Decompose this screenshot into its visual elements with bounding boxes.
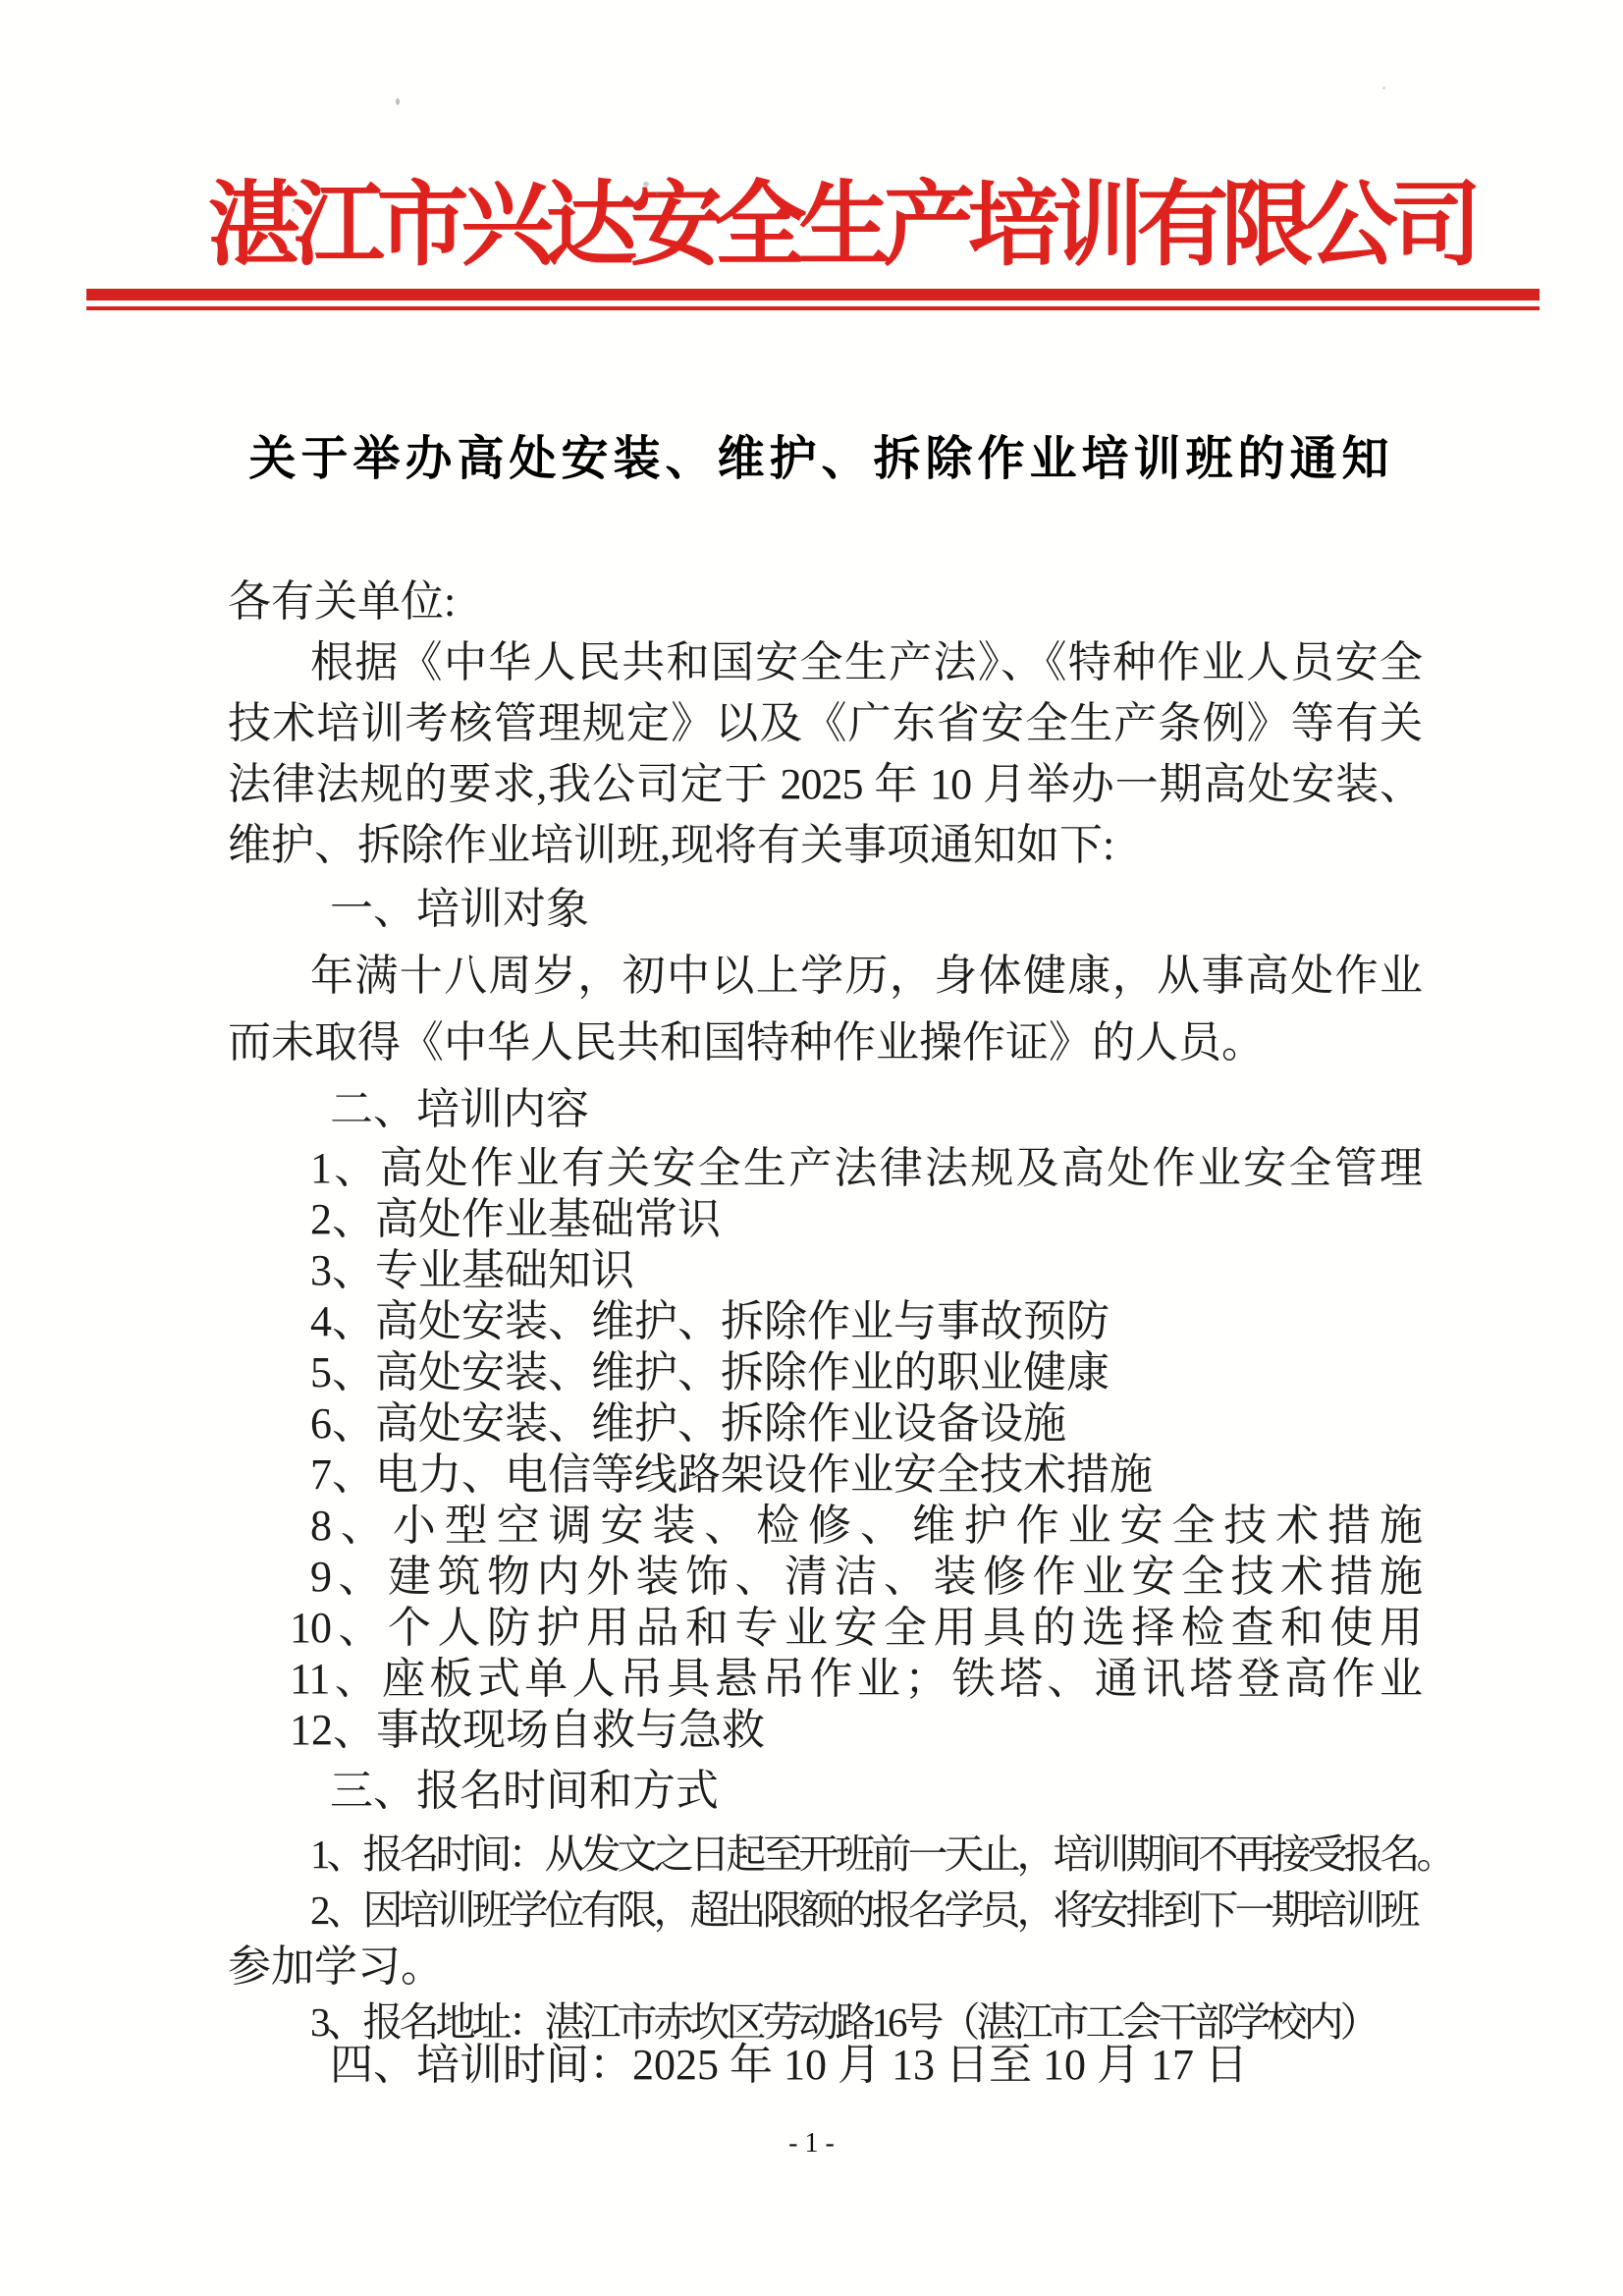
list-item-9: 9、建筑物内外装饰、清洁、装修作业安全技术措施 [310, 1553, 1422, 1601]
list-item-2: 2、高处作业基础常识 [310, 1195, 721, 1243]
list-item-1: 1、高处作业有关安全生产法律法规及高处作业安全管理 [310, 1144, 1422, 1192]
list-item-4: 4、高处安装、维护、拆除作业与事故预防 [310, 1297, 1109, 1345]
scan-speck [643, 182, 649, 187]
scan-speck [656, 192, 659, 195]
page-number: - 1 - [788, 2128, 835, 2159]
section3-heading: 三、报名时间和方式 [330, 1767, 719, 1815]
section3-line-1: 1、报名时间：从发文之日起至开班前一天止，培训期间不再接受报名。 [310, 1831, 1453, 1877]
scan-speck [292, 208, 295, 212]
intro-line-1: 根据《中华人民共和国安全生产法》、《特种作业人员安全 [310, 638, 1422, 686]
list-item-11: 11、座板式单人吊具悬吊作业；铁塔、通讯塔登高作业 [290, 1655, 1422, 1703]
list-item-3: 3、专业基础知识 [310, 1246, 634, 1294]
section3-line-3: 参加学习。 [228, 1942, 444, 1991]
list-item-10: 10、个人防护用品和专业安全用具的选择检查和使用 [290, 1604, 1422, 1652]
notice-title: 关于举办高处安装、维护、拆除作业培训班的通知 [248, 433, 1394, 485]
list-item-6: 6、高处安装、维护、拆除作业设备设施 [310, 1399, 1066, 1448]
intro-line-2: 技术培训考核管理规定》以及《广东省安全生产条例》等有关 [228, 699, 1422, 747]
section1-line-1: 年满十八周岁，初中以上学历，身体健康，从事高处作业 [310, 952, 1422, 1000]
list-item-8: 8、小型空调安装、检修、维护作业安全技术措施 [310, 1502, 1422, 1550]
scan-speck [1382, 86, 1385, 89]
intro-line-3: 法律法规的要求,我公司定于 2025 年 10 月举办一期高处安装、 [228, 760, 1422, 808]
notice-body [228, 572, 1453, 2090]
letterhead-rule-thick [86, 289, 1540, 301]
section2-heading: 二、培训内容 [330, 1085, 589, 1133]
section1-line-2: 而未取得《中华人民共和国特种作业操作证》的人员。 [228, 1018, 1265, 1066]
list-item-12: 12、事故现场自救与急救 [290, 1706, 765, 1754]
salutation: 各有关单位: [228, 577, 457, 626]
section4-heading: 四、培训时间：2025 年 10 月 13 日至 10 月 17 日 [330, 2041, 1248, 2089]
list-item-5: 5、高处安装、维护、拆除作业的职业健康 [310, 1348, 1109, 1396]
section1-heading: 一、培训对象 [330, 885, 589, 933]
list-item-7: 7、电力、电信等线路架设作业安全技术措施 [310, 1450, 1153, 1499]
section3-line-2: 2、因培训班学位有限，超出限额的报名学员，将安排到下一期培训班 [310, 1887, 1417, 1933]
section3-line-4: 3、报名地址：湛江市赤坎区劳动路16号（湛江市工会干部学校内） [310, 1999, 1377, 2045]
scan-speck [396, 98, 400, 105]
company-letterhead-title: 湛江市兴达安全生产培训有限公司 [207, 175, 1475, 277]
letterhead-rule-thin [86, 306, 1540, 310]
intro-line-4: 维护、拆除作业培训班,现将有关事项通知如下: [228, 821, 1115, 869]
